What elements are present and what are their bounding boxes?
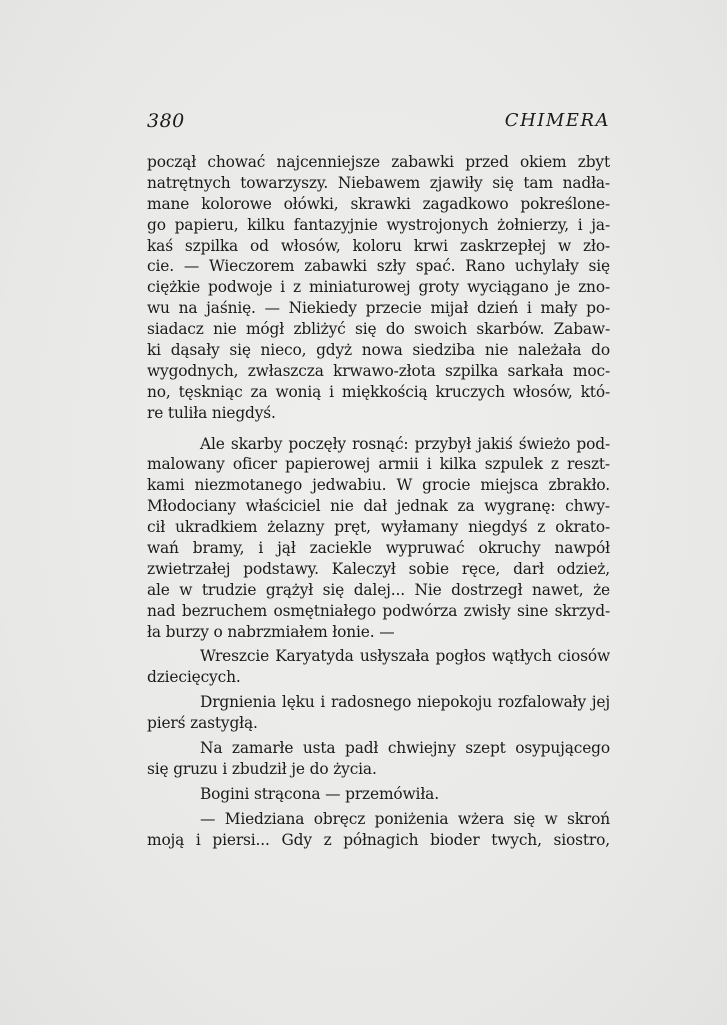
paragraph <box>147 152 610 424</box>
text-line: ale w trudzie grążył się dalej... Nie dostrzegł nawet, że <box>147 580 610 599</box>
text-line: cił ukradkiem żelazny pręt, wyłamany niegdyś z okrato- <box>147 518 610 537</box>
text-line: mane kolorowe ołówki, skrawki zagadkowo pokreślone- <box>147 194 610 213</box>
text-line: począł chować najcenniejsze zabawki przed okiem zbyt <box>147 153 610 171</box>
text-line: ki dąsały się nieco, gdyż nowa siedziba nie należała do <box>147 341 610 360</box>
text-line: cie. — Wieczorem zabawki szły spać. Rano uchylały się <box>147 257 610 276</box>
body-text <box>147 152 610 851</box>
text-line: go papieru, kilku fantazyjnie wystrojonych żołnierzy, i ja- <box>147 215 610 234</box>
text-line: ła burzy o nabrzmiałem łonie. — <box>147 622 395 641</box>
text-line: ciężkie podwoje i z miniaturowej groty wyciągano je zno- <box>147 278 610 297</box>
paragraph <box>147 784 610 805</box>
page-number: 380 <box>147 110 185 132</box>
text-line: Bogini strącona — przemówiła. <box>200 784 439 803</box>
paragraph <box>147 434 610 643</box>
text-line: Młodociany właściciel nie dał jednak za wygranę: chwy- <box>147 497 610 516</box>
text-line: no, tęskniąc za wonią i miękkością kruczych włosów, któ- <box>147 382 610 401</box>
running-title: CHIMERA <box>504 110 610 131</box>
text-line: Drgnienia lęku i radosnego niepokoju rozfalowały jej <box>200 693 610 712</box>
paragraph <box>147 738 610 780</box>
text-line: — Miedziana obręcz poniżenia wżera się w skroń <box>200 809 610 828</box>
text-line: moją i piersi... Gdy z półnagich bioder twych, siostro, <box>147 830 610 849</box>
text-line: siadacz nie mógł zbliżyć się do swoich skarbów. Zabaw- <box>147 320 610 339</box>
page-header <box>147 110 610 140</box>
text-line: kami niezmotanego jedwabiu. W grocie miejsca zbrakło. <box>147 476 610 495</box>
text-line: nad bezruchem osmętniałego podwórza zwisły sine skrzyd- <box>147 601 610 620</box>
text-line: się gruzu i zbudził je do życia. <box>147 759 377 778</box>
text-line: wygodnych, zwłaszcza krwawo-złota szpilka sarkała moc- <box>147 361 610 380</box>
text-line: re tuliła niegdyś. <box>147 403 276 422</box>
text-line: natrętnych towarzyszy. Niebawem zjawiły się tam nadła- <box>147 173 610 192</box>
text-line: zwietrzałej podstawy. Kaleczył sobie ręce, darł odzież, <box>147 559 610 578</box>
text-line: Ale skarby poczęły rosnąć: przybył jakiś świeżo pod- <box>200 434 610 453</box>
paragraph <box>147 646 610 688</box>
text-line: wu na jaśnię. — Niekiedy przecie mijał dzień i mały po- <box>147 299 610 318</box>
text-line: wań bramy, i jął zaciekle wypruwać okruchy nawpół <box>147 539 610 558</box>
text-line: Wreszcie Karyatyda usłyszała pogłos wątłych ciosów <box>200 647 610 666</box>
text-line: dziecięcych. <box>147 668 241 687</box>
text-line: kaś szpilka od włosów, koloru krwi zaskrzepłej w zło- <box>147 236 610 255</box>
paragraph <box>147 692 610 734</box>
paragraph <box>147 809 610 851</box>
text-line: pierś zastygłą. <box>147 714 258 733</box>
text-line: Na zamarłe usta padł chwiejny szept osypującego <box>200 739 610 758</box>
text-line: malowany oficer papierowej armii i kilka szpulek z reszt- <box>147 455 610 474</box>
